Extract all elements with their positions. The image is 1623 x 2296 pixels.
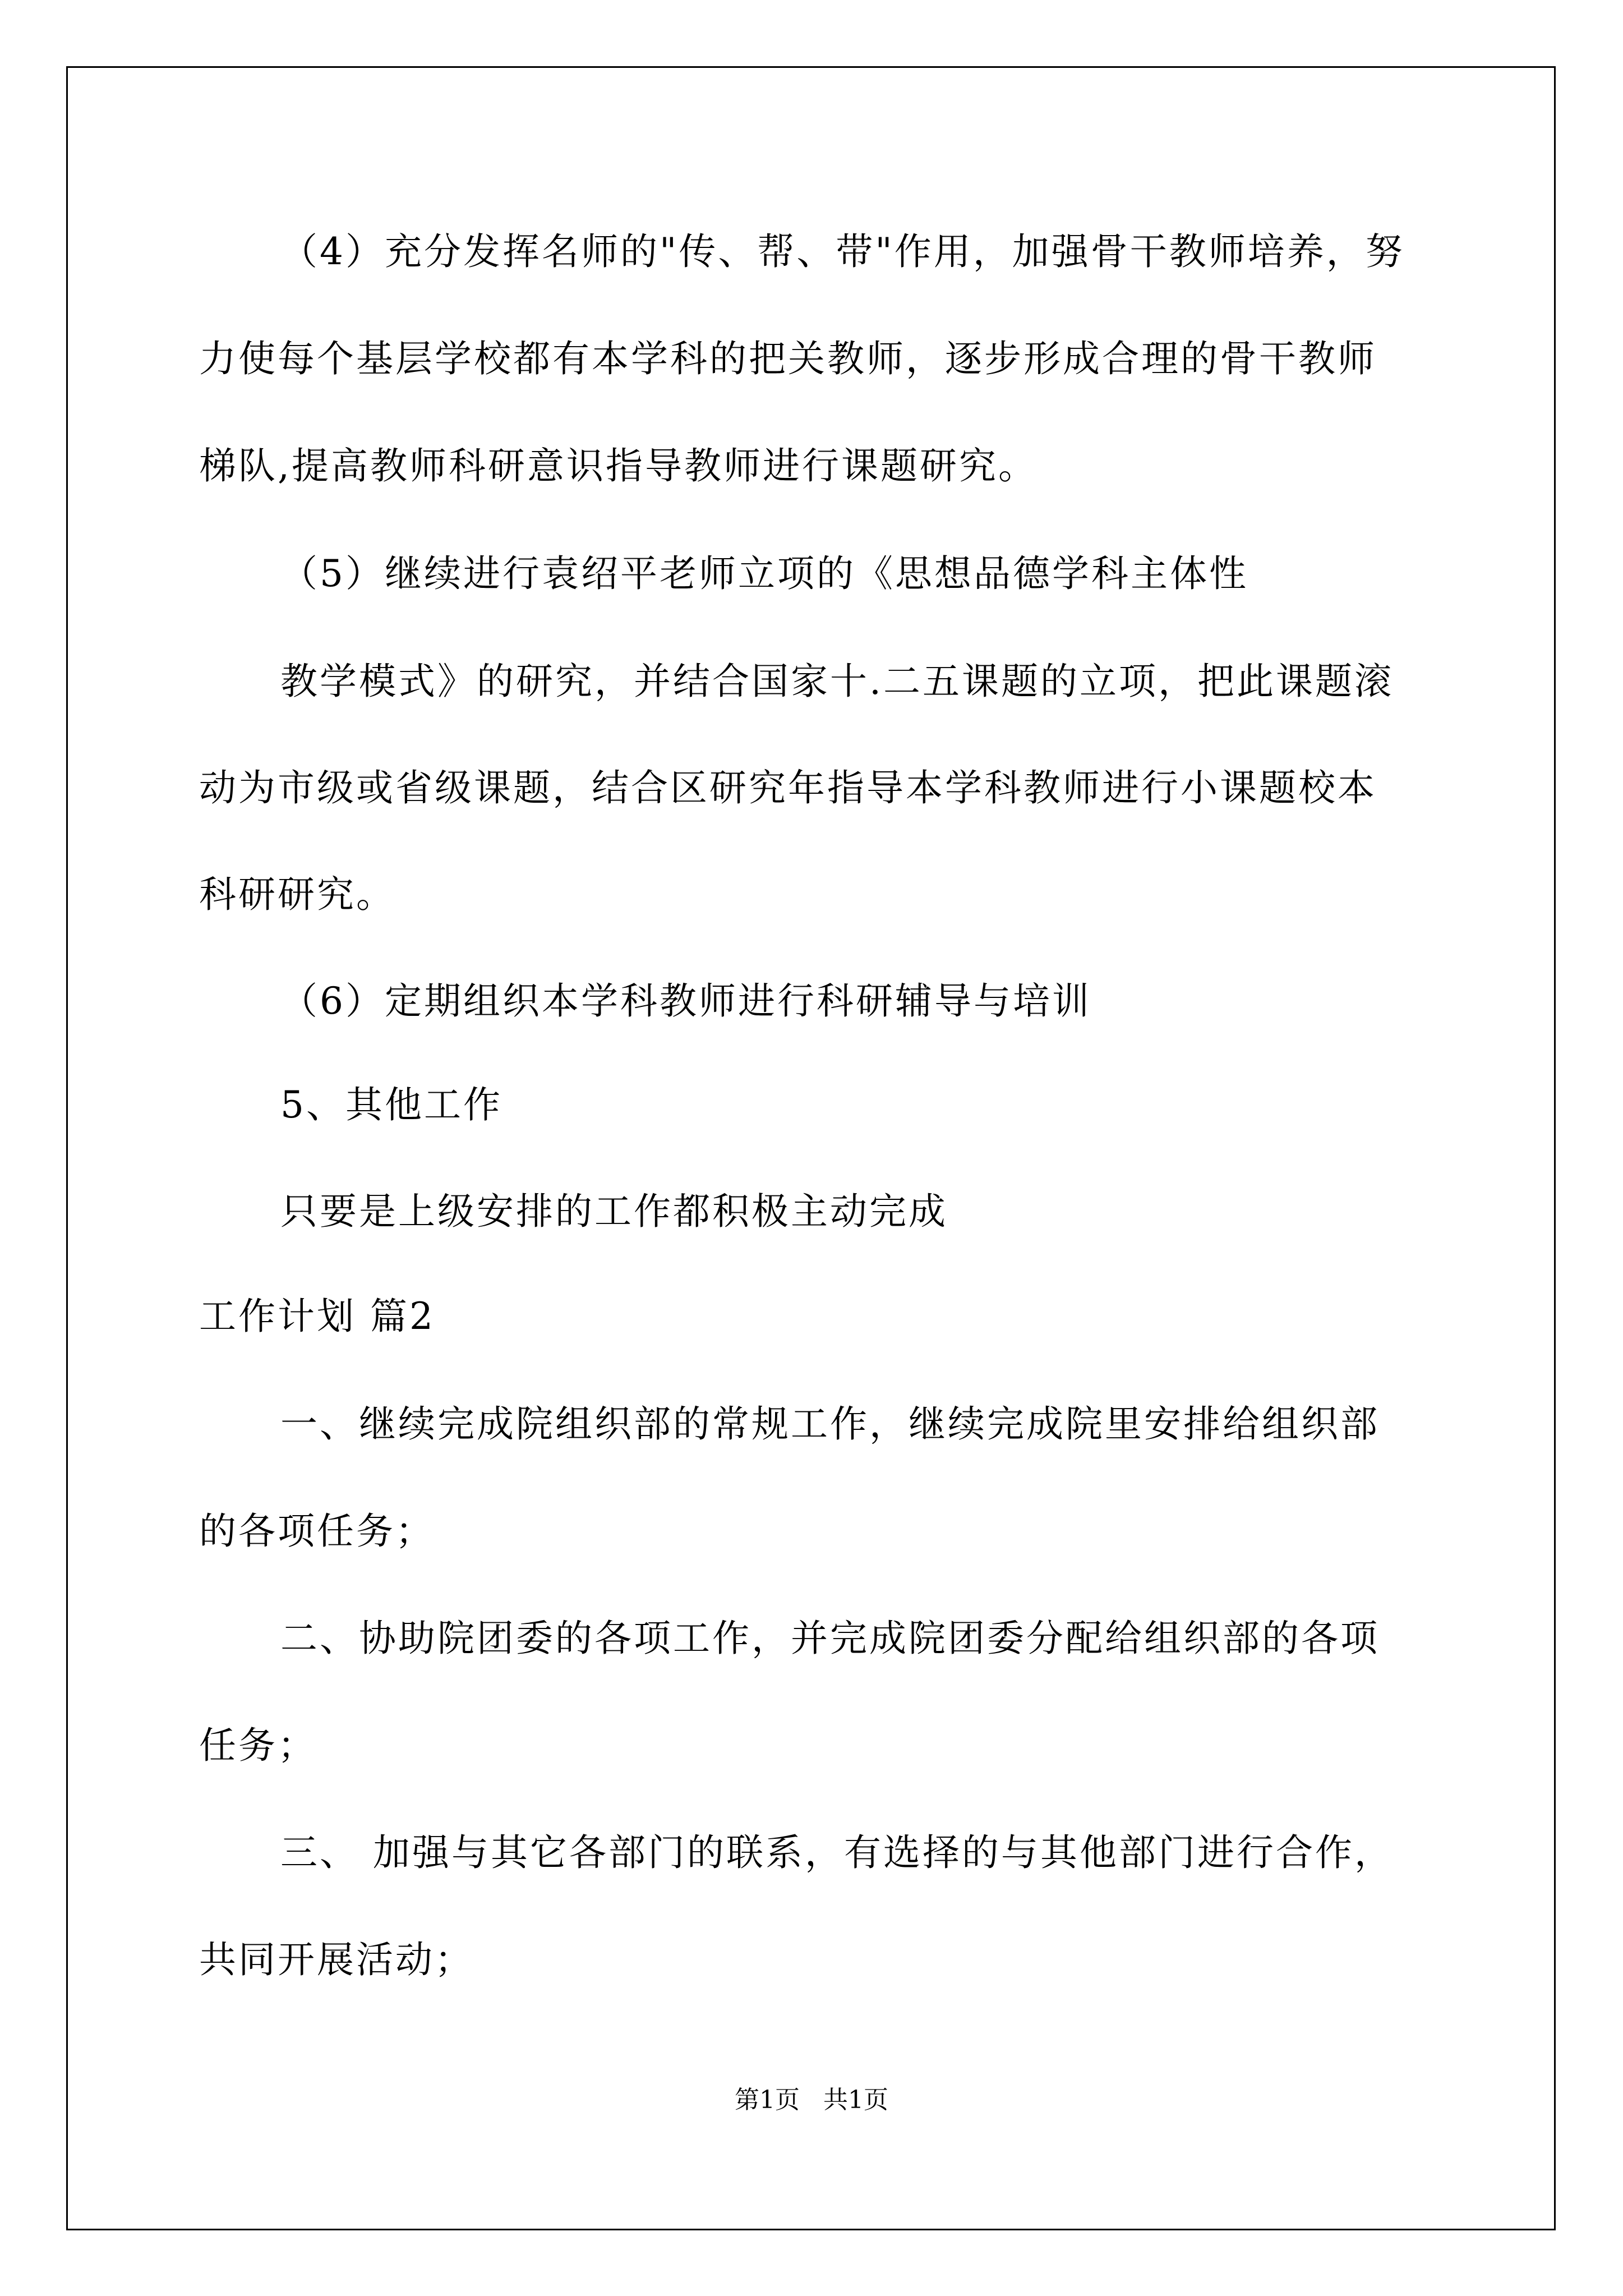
item-3-line-1: 三、 加强与其它各部门的联系，有选择的与其他部门进行合作， — [280, 1831, 1394, 1874]
page-border — [66, 66, 1556, 2230]
item-3-line-2: 共同开展活动； — [199, 1938, 474, 1981]
paragraph-6-line-1: （6）定期组织本学科教师进行科研辅导与培训 — [280, 979, 1091, 1023]
item-2-line-1: 二、协助院团委的各项工作，并完成院团委分配给组织部的各项 — [280, 1617, 1380, 1660]
item-1-line-1: 一、继续完成院组织部的常规工作，继续完成院里安排给组织部 — [280, 1402, 1380, 1446]
page-number-footer: 第1页 共1页 — [735, 2086, 888, 2114]
item-1-line-2: 的各项任务； — [199, 1510, 435, 1553]
paragraph-4-line-1: （4）充分发挥名师的"传、帮、带"作用，加强骨干教师培养，努 — [280, 230, 1405, 273]
paragraph-5-line-2: 教学模式》的研究，并结合国家十.二五课题的立项，把此课题滚 — [280, 660, 1394, 703]
paragraph-5-line-4: 科研研究。 — [199, 873, 395, 916]
paragraph-5-line-3: 动为市级或省级课题，结合区研究年指导本学科教师进行小课题校本 — [199, 766, 1377, 809]
section-title-plan-2: 工作计划 篇2 — [199, 1295, 435, 1338]
other-work-text: 只要是上级安排的工作都积极主动完成 — [280, 1190, 948, 1233]
paragraph-4-line-3: 梯队,提高教师科研意识指导教师进行课题研究。 — [199, 444, 1038, 487]
other-work-heading: 5、其他工作 — [280, 1083, 502, 1126]
paragraph-5-line-1: （5）继续进行袁绍平老师立项的《思想品德学科主体性 — [280, 552, 1248, 595]
item-2-line-2: 任务； — [199, 1724, 317, 1767]
paragraph-4-line-2: 力使每个基层学校都有本学科的把关教师，逐步形成合理的骨干教师 — [199, 337, 1377, 380]
